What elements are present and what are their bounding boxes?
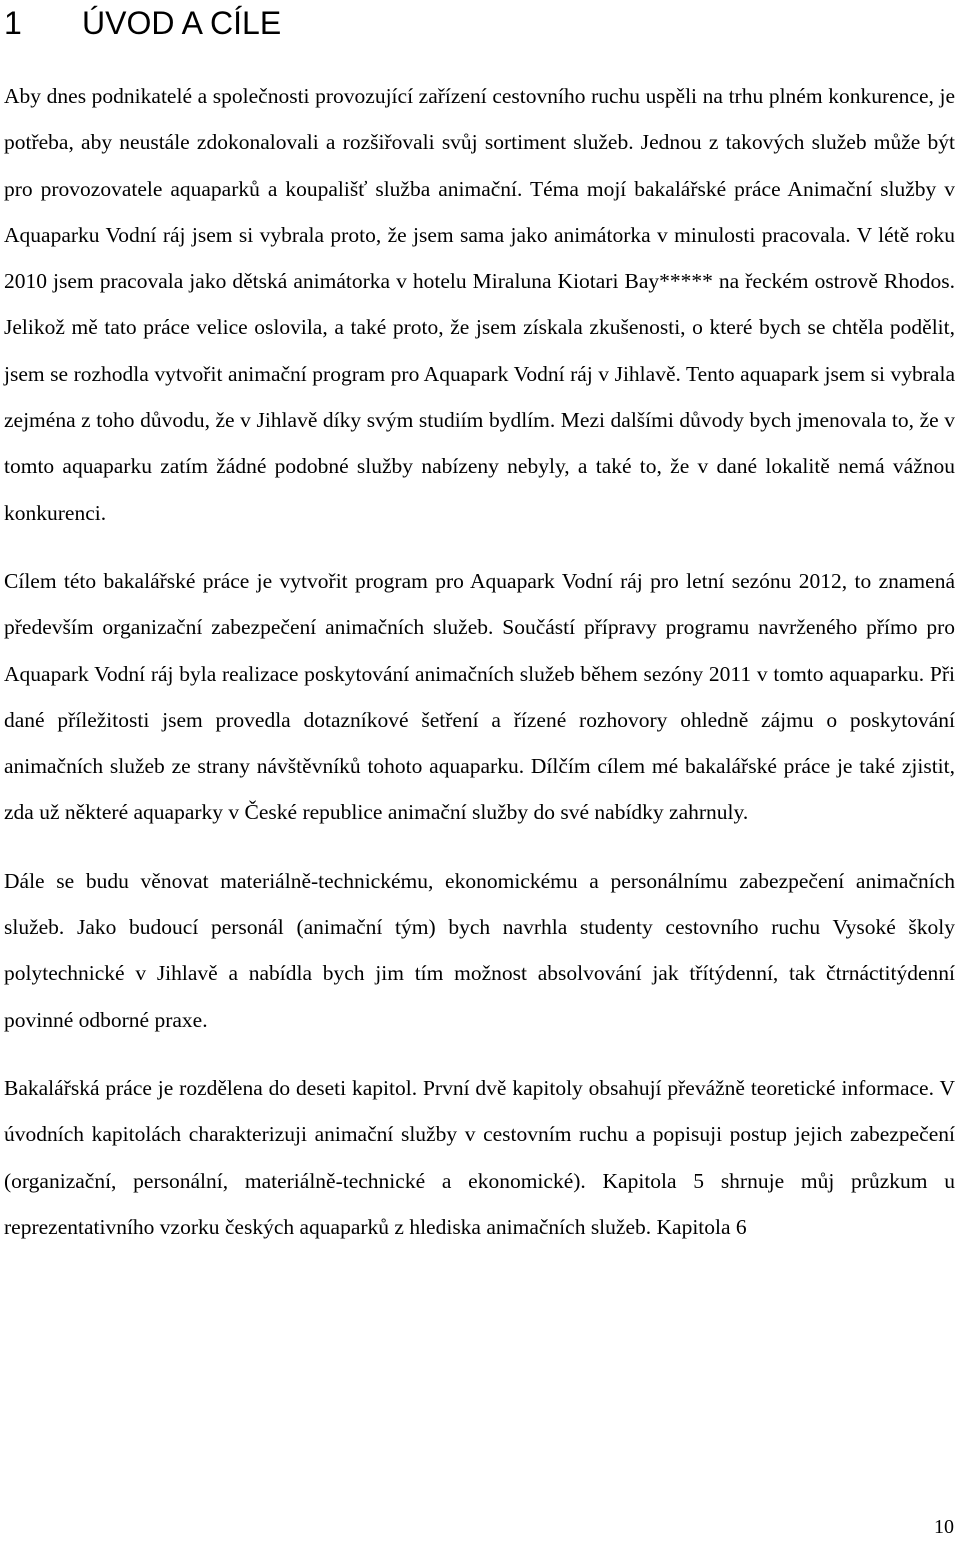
paragraph-structure: Bakalářská práce je rozdělena do deseti kapitol. První dvě kapitoly obsahují převážně teoretické informace. V úvodních kapitolách charakterizuji animační služby v cestovním ruchu a popisuji postup jejich zabezpečení (organizační, personální, materiálně-technické a ekonomické). Kapitola 5 shrnuje můj průzkum u reprezentativního vzorku českých aquaparků z hlediska animačních služeb. Kapitola 6 (4, 1075, 955, 1239)
chapter-number: 1 (4, 5, 22, 41)
body-text (4, 73, 955, 1250)
paragraph-goals: Cílem této bakalářské práce je vytvořit program pro Aquapark Vodní ráj pro letní sezónu 2012, to znamená především organizační zabezpečení animačních služeb. Součástí přípravy programu navrženého přímo pro Aquapark Vodní ráj byla realizace poskytování animačních služeb během sezóny 2011 v tomto aquaparku. Při dané příležitosti jsem provedla dotazníkové šetření a řízené rozhovory ohledně zájmu o poskytování animačních služeb ze strany návštěvníků tohoto aquaparku. Dílčím cílem mé bakalářské práce je také zjistit, zda už některé aquaparky v České republice animační služby do své nabídky zahrnuly. (4, 568, 955, 825)
paragraph-resources: Dále se budu věnovat materiálně-technickému, ekonomickému a personálnímu zabezpečení animačních služeb. Jako budoucí personál (animační tým) bych navrhla studenty cestovního ruchu Vysoké školy polytechnické v Jihlavě a nabídla bych jim tím možnost absolvování jak třítýdenní, tak čtrnáctitýdenní povinné odborné praxe. (4, 868, 955, 1032)
page-number: 10 (934, 1516, 954, 1538)
chapter-title: ÚVOD A CÍLE (82, 5, 282, 41)
paragraph-introduction: Aby dnes podnikatelé a společnosti provozující zařízení cestovního ruchu uspěli na trhu plném konkurence, je potřeba, aby neustále zdokonalovali a rozšiřovali svůj sortiment služeb. Jednou z takových služeb může být pro provozovatele aquaparků a koupališť služba animační. Téma mojí bakalářské práce Animační služby v Aquaparku Vodní ráj jsem si vybrala proto, že jsem sama jako animátorka v minulosti pracovala. V létě roku 2010 jsem pracovala jako dětská animátorka v hotelu Miraluna Kiotari Bay***** na řeckém ostrově Rhodos. Jelikož mě tato práce velice oslovila, a také proto, že jsem získala zkušenosti, o které bych se chtěla podělit, jsem se rozhodla vytvořit animační program pro Aquapark Vodní ráj v Jihlavě. Tento aquapark jsem si vybrala zejména z toho důvodu, že v Jihlavě díky svým studiím bydlím. Mezi dalšími důvody bych jmenovala to, že v tomto aquaparku zatím žádné podobné služby nabízeny nebyly, a také to, že v dané lokalitě nemá vážnou konkurenci. (4, 84, 955, 525)
chapter-heading (4, 0, 281, 46)
